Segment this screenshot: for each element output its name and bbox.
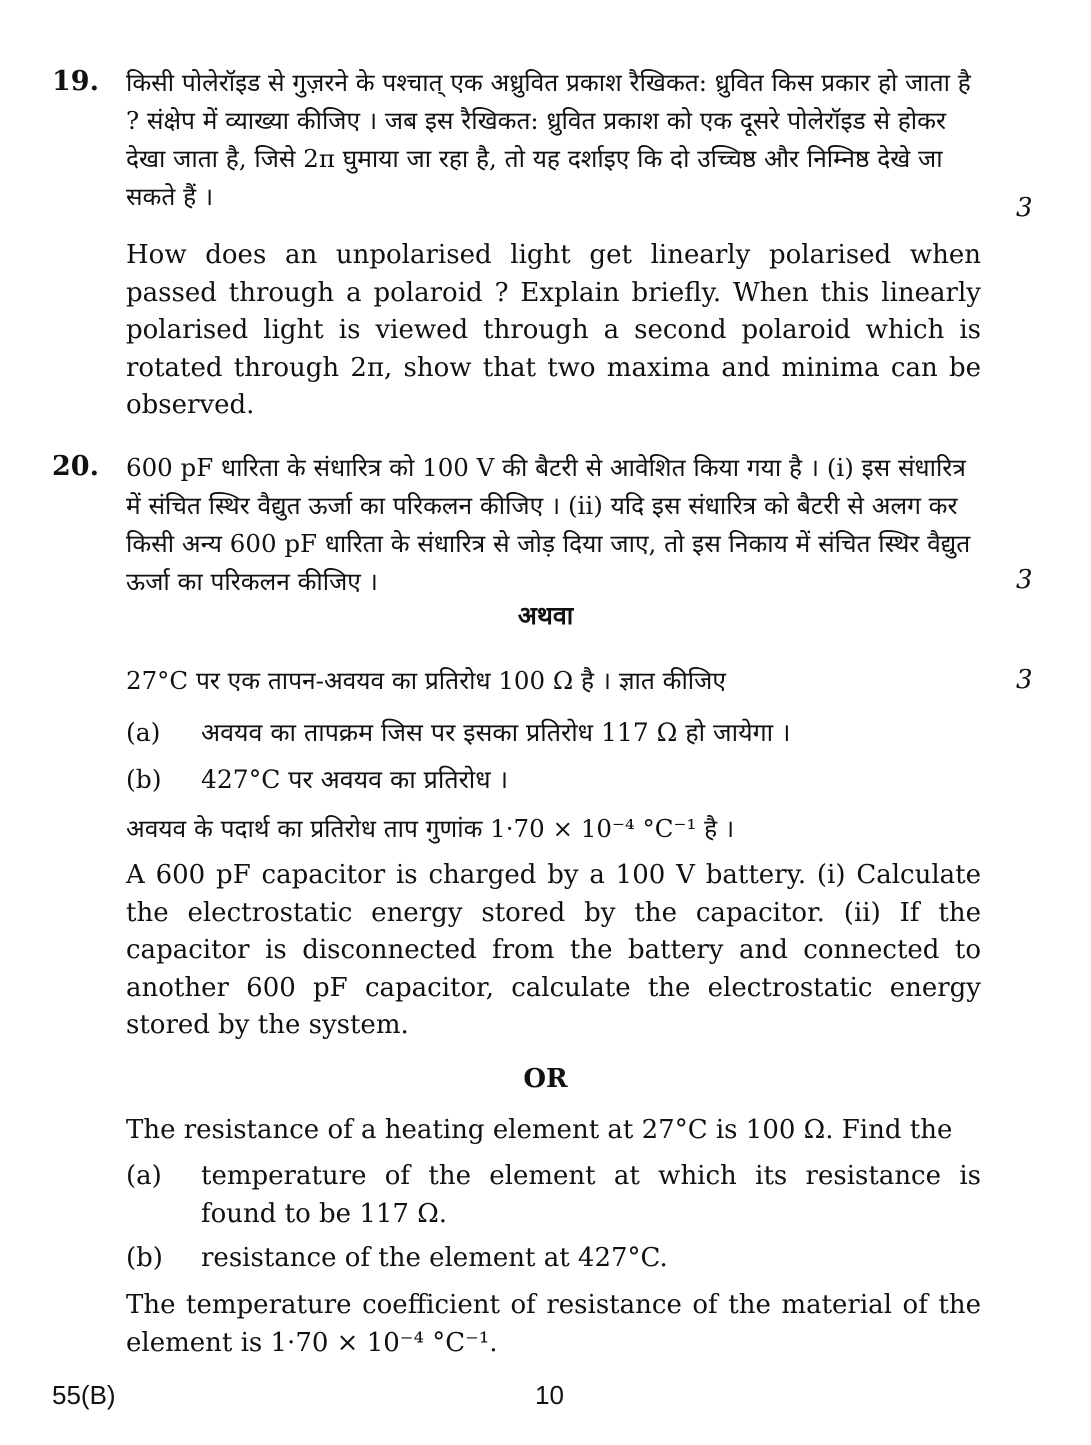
question-19-english-text: How does an unpolarised light get linearly polarised when passed through a polaroid ? Explain briefly. When this linearly polarised light is viewed through a second polaroid which is rotated through 2π, show that two maxima and minima can be observed.	[126, 240, 981, 420]
or-hindi-heading: अथवा	[517, 601, 574, 630]
alt-english-part-b-text: resistance of the element at 427°C.	[201, 1243, 668, 1273]
alt-hindi-part-a-label: (a)	[126, 718, 161, 747]
alt-english-part-b-label: (b)	[126, 1243, 163, 1273]
or-english-heading: OR	[523, 1064, 568, 1094]
question-20-english-text: A 600 pF capacitor is charged by a 100 V battery. (i) Calculate the electrostatic energy stored by the capacitor. (ii) If the capacitor is disconnected from the battery and connected to another 600 pF capacitor, calculate the electrostatic energy stored by the system.	[126, 860, 981, 1040]
question-20-marks: 3	[1016, 565, 1033, 595]
alt-hindi-marks: 3	[1016, 665, 1033, 695]
alt-hindi-intro: 27°C पर एक तापन-अवयव का प्रतिरोध 100 Ω है । ज्ञात कीजिए	[126, 666, 726, 695]
alt-hindi-part-b-text: 427°C पर अवयव का प्रतिरोध ।	[201, 765, 509, 794]
question-19-hindi-text: किसी पोलेरॉइड से गुज़रने के पश्चात् एक अध्रुवित प्रकाश रैखिकत: ध्रुवित किस प्रकार हो जाता है ? संक्षेप में व्याख्या कीजिए । जब इस रैखिकत: ध्रुवित प्रकाश को एक दूसरे पोलेरॉइड से होकर देखा जाता है, जिसे 2π घुमाया जा रहा है, तो यह दर्शाइए कि दो उच्चिष्ठ और निम्निष्ठ देखे जा सकते हैं ।	[126, 68, 971, 211]
question-20-hindi-text: 600 pF धारिता के संधारित्र को 100 V की बैटरी से आवेशित किया गया है । (i) इस संधारित्र में संचित स्थिर वैद्युत ऊर्जा का परिकलन कीजिए । (ii) यदि इस संधारित्र को बैटरी से अलग कर किसी अन्य 600 pF धारिता के संधारित्र से जोड़ दिया जाए, तो इस निकाय में संचित स्थिर वैद्युत ऊर्जा का परिकलन कीजिए ।	[126, 453, 971, 596]
question-19-marks: 3	[1016, 193, 1033, 223]
question-19-number: 19.	[52, 66, 99, 97]
page-number: 10	[535, 1380, 564, 1410]
alt-english-part-a-label: (a)	[126, 1161, 162, 1191]
alt-english-intro: The resistance of a heating element at 27°C is 100 Ω. Find the	[126, 1115, 953, 1145]
alt-hindi-coefficient: अवयव के पदार्थ का प्रतिरोध ताप गुणांक 1·70 × 10⁻⁴ °C⁻¹ है ।	[126, 814, 735, 843]
alt-hindi-part-a-text: अवयव का तापक्रम जिस पर इसका प्रतिरोध 117 Ω हो जायेगा ।	[201, 718, 791, 747]
alt-hindi-part-b-label: (b)	[126, 765, 162, 794]
question-20-number: 20.	[52, 451, 99, 482]
paper-code: 55(B)	[52, 1380, 116, 1410]
alt-english-coefficient: The temperature coefficient of resistance of the material of the element is 1·70 × 10⁻⁴ °C⁻¹.	[126, 1290, 981, 1358]
alt-english-part-a-text: temperature of the element at which its resistance is found to be 117 Ω.	[201, 1161, 981, 1229]
